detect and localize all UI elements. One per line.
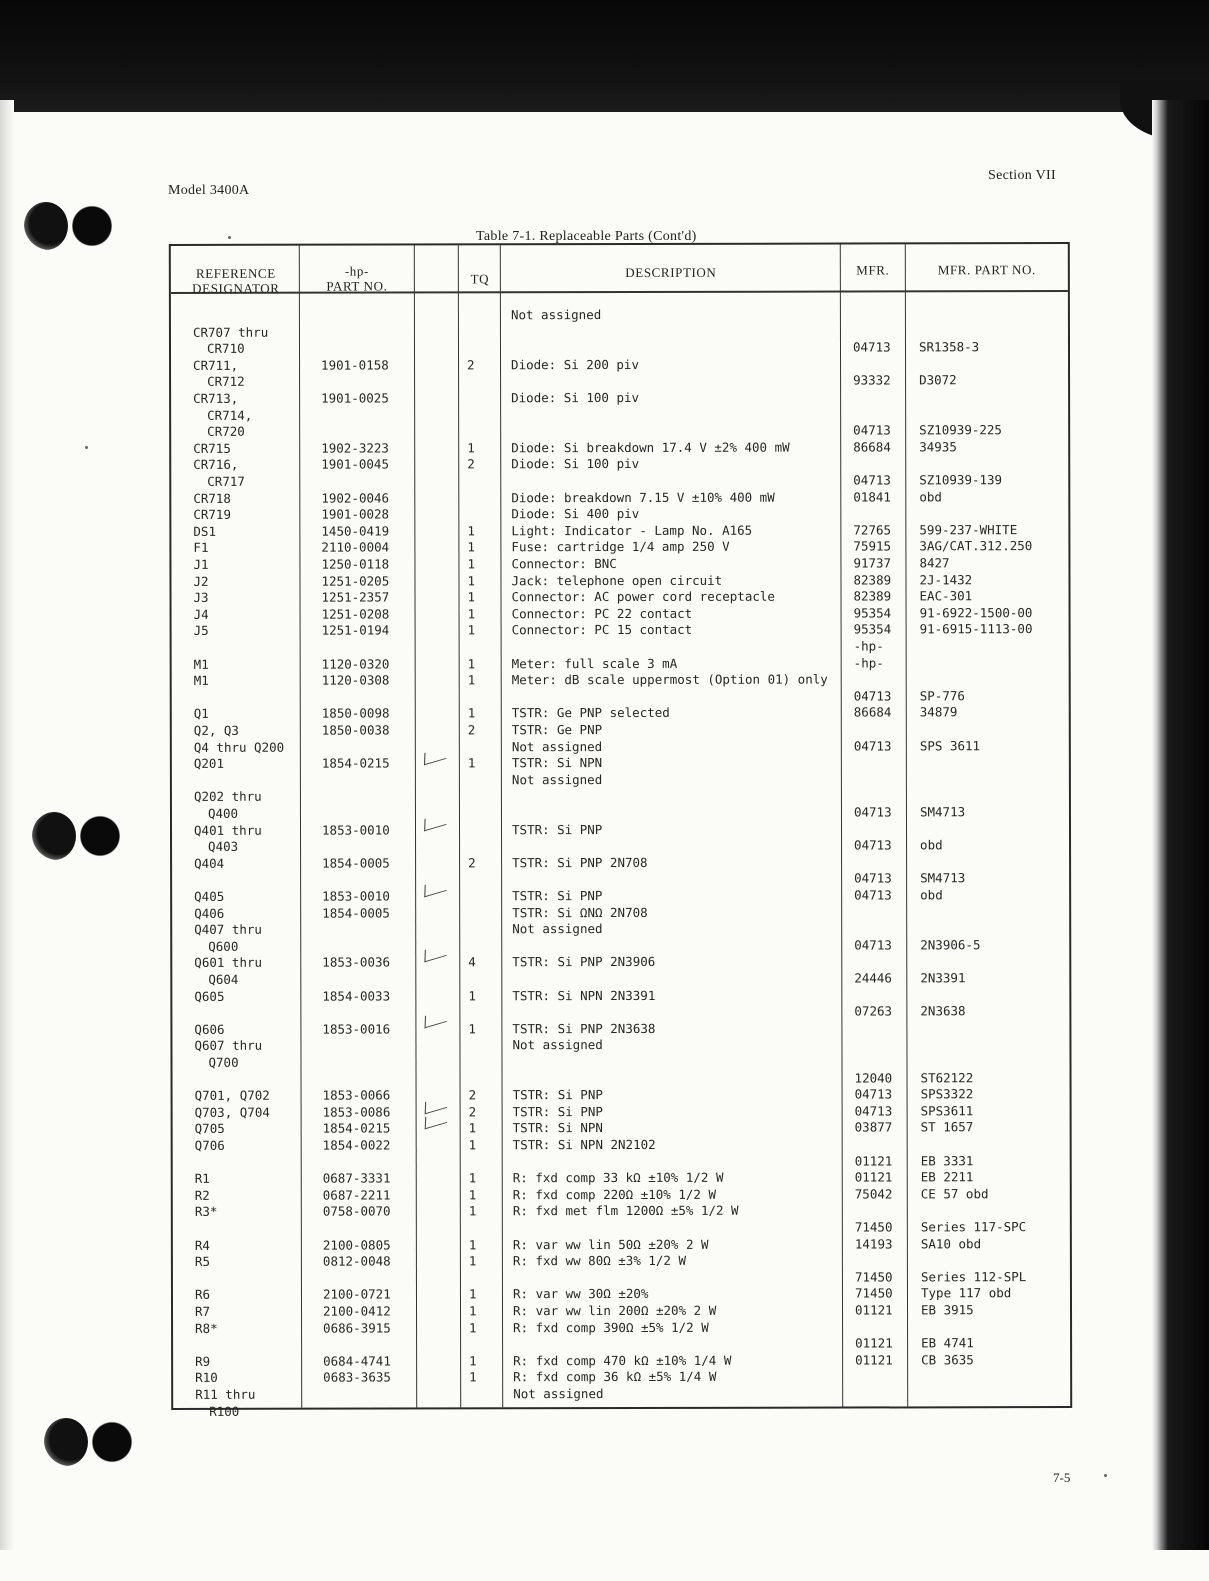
cell-ref: Q703, Q704 [194,1104,270,1120]
cell-desc: TSTR: Si PNP [512,1087,603,1103]
cell-mfr: 01121 [854,1169,893,1185]
cell-part: 1901-0158 [321,357,389,373]
cell-part: 1251-0205 [321,573,390,589]
parts-table [169,242,1072,1419]
binder-hole-bottom [40,1412,136,1472]
cell-ref: Q601 thru [194,955,263,971]
cell-ref: R6 [194,1287,211,1303]
cell-mp: SR1358-3 [918,339,980,355]
cell-desc: Diode: breakdown 7.15 V ±10% 400 mW [511,489,775,505]
table-body [171,244,1074,1419]
cell-ref: J3 [193,590,209,606]
cell-desc: Diode: Si breakdown 17.4 V ±2% 400 mW [511,439,790,456]
cell-desc: Not assigned [513,1386,604,1402]
cell-part: 1902-3223 [321,440,389,456]
cell-mfr: 01121 [855,1335,893,1351]
cell-ref: Q407 thru [194,921,262,938]
cell-mp: 2N3638 [920,1003,966,1019]
model-label: Model 3400A [168,183,250,198]
cell-part: 1901-0045 [321,456,389,473]
cell-tq: 2 [468,1104,477,1120]
cell-ref: Q4 thru Q200 [193,739,285,755]
cell-mfr: -hp- [853,655,884,671]
cell-mp: CE 57 obd [920,1186,989,1202]
cell-mfr: 95354 [853,621,892,637]
cell-part: 1251-0208 [321,606,390,622]
scan-top-shadow [0,0,1209,112]
cell-ref: Q201 [193,756,224,772]
cell-ref: Q701, Q702 [194,1087,270,1104]
cell-tq: 2 [468,855,476,871]
cell-desc: TSTR: Si PNP 2N708 [512,854,648,871]
cell-mfr: 04713 [853,688,892,704]
cell-part: 1250-0118 [321,556,390,572]
cell-desc: TSTR: Si PNP 2N3906 [512,954,656,970]
cell-desc: Connector: PC 22 contact [511,605,693,622]
cell-tq: 1 [467,523,475,539]
cell-ref: R7 [194,1303,211,1319]
cell-mfr: 24446 [854,970,892,986]
cell-mp: obd [919,488,942,504]
scan-speck [85,446,88,449]
cell-mp: SZ10939-139 [919,472,1003,488]
cell-part: 0687-3331 [322,1170,391,1186]
cell-ref: CR713, [193,390,239,406]
cell-ref: R3* [194,1204,218,1220]
cell-ref: Q202 thru [193,789,262,805]
cell-ref: CR719 [193,507,232,523]
col-header-mfr-part: MFR. PART NO. [937,262,1036,278]
cell-mfr: 71450 [854,1269,893,1285]
cell-desc: TSTR: Si PNP [511,821,603,837]
cell-ref: Q406 [194,905,225,921]
cell-part: 1120-0320 [321,656,390,672]
cell-desc: Connector: PC 15 contact [511,622,693,638]
cell-mfr: 01841 [853,489,891,505]
cell-mfr: -hp- [853,638,884,654]
cell-desc: Not assigned [512,921,603,937]
cell-mfr: 75915 [853,538,892,554]
cell-ref: R8* [195,1320,218,1336]
cell-ref: Q401 thru [193,822,262,838]
cell-ref: CR716, [193,457,239,473]
cell-desc: Diode: Si 100 piv [511,456,640,472]
cell-part: 1854-0033 [322,988,391,1004]
cell-tq: 1 [467,556,475,572]
cell-desc: TSTR: Si PNP 2N3638 [512,1020,656,1037]
cell-desc: Connector: BNC [511,556,617,572]
cell-mp: 34935 [919,439,957,455]
cell-tq: 1 [467,589,476,605]
cell-part: 0758-0070 [322,1203,391,1220]
cell-mp: SA10 obd [920,1235,982,1251]
cell-desc: TSTR: Si ΩNΩ 2N708 [512,904,648,920]
scan-speck [1104,1474,1107,1477]
cell-desc: TSTR: Si NPN [511,755,603,771]
scan-right-shadow [1152,100,1209,1550]
cell-ref: Q605 [194,988,225,1004]
cell-desc: TSTR: Si PNP [512,888,603,904]
cell-desc: R: fxd comp 36 kΩ ±5% 1/4 W [513,1369,717,1385]
cell-part: 2100-0721 [322,1286,391,1303]
cell-desc: Diode: Si 400 piv [511,506,640,522]
cell-mp: 2J-1432 [919,571,973,587]
cell-mp: SZ10939-225 [919,422,1002,438]
cell-ref: Q706 [194,1137,225,1153]
cell-mp: EB 3331 [920,1152,974,1168]
cell-mp: Series 117-SPC [920,1219,1027,1235]
cell-tq: 1 [468,1170,477,1186]
cell-mp: SPS 3611 [919,737,981,753]
cell-mp: obd [920,837,943,853]
cell-mfr: 03877 [854,1119,893,1135]
page-number: 7-5 [1053,1470,1071,1485]
cell-mp: 8427 [919,555,950,571]
col-header-reference: REFERENCE DESIGNATOR [192,265,280,296]
cell-ref: Q600 [208,938,239,954]
cell-mp: SPS3611 [920,1103,974,1119]
cell-part: 1853-0010 [322,888,390,904]
cell-mfr: 95354 [853,605,892,621]
cell-mfr: 04713 [854,1103,893,1119]
cell-tq: 1 [467,622,476,638]
cell-ref: R2 [194,1187,210,1203]
cell-part: 1850-0098 [321,705,390,722]
cell-part: 1901-0025 [321,390,389,406]
cell-mp: 2N3906-5 [920,937,981,953]
cell-tq: 1 [468,1021,476,1037]
cell-mp: EB 2211 [920,1169,974,1185]
cell-desc: Fuse: cartridge 1/4 amp 250 V [511,539,730,555]
cell-desc: Diode: Si 200 piv [511,356,639,373]
cell-tq: 2 [468,1087,477,1103]
col-header-mfr: MFR. [856,262,890,278]
cell-ref: R11 thru [195,1386,256,1402]
cell-part: 0687-2211 [322,1187,391,1203]
cell-mp: 599-237-WHITE [919,521,1018,538]
cell-part: 1853-0086 [322,1104,391,1120]
cell-ref: Q607 thru [194,1038,263,1054]
cell-part: 1854-0022 [322,1137,391,1153]
cell-desc: R: var ww 30Ω ±20% [512,1286,649,1302]
cell-tq: 1 [469,1353,477,1369]
binder-hole-middle [28,806,124,866]
binder-hole-top [20,196,116,256]
cell-ref: J5 [193,623,209,639]
cell-desc: R: fxd ww 80Ω ±3% 1/2 W [512,1253,687,1269]
cell-mp: obd [920,887,943,903]
cell-tq: 2 [467,722,476,738]
cell-mp: SP-776 [919,688,965,704]
cell-desc: R: fxd comp 390Ω ±5% 1/2 W [513,1319,709,1335]
cell-desc: TSTR: Si NPN [512,1120,603,1136]
cell-mfr: 82389 [853,588,892,604]
cell-ref: CR710 [206,340,245,357]
scan-speck [228,236,231,239]
cell-ref: Q403 [208,838,239,855]
cell-ref: Q404 [194,855,225,871]
cell-tq: 1 [467,440,475,456]
cell-tq: 1 [467,705,476,721]
cell-ref: Q705 [194,1121,225,1137]
cell-ref: R5 [194,1254,210,1270]
cell-part: 2110-0004 [321,539,390,556]
col-header-description: DESCRIPTION [625,264,717,280]
cell-tq: 1 [468,1303,477,1319]
cell-mfr: 04713 [854,937,892,953]
cell-tq: 1 [468,1137,477,1153]
cell-mfr: 04713 [852,339,891,355]
cell-mp: 2N3391 [920,970,966,986]
cell-desc: R: var ww lin 200Ω ±20% 2 W [512,1302,717,1319]
col-header-hp-part: -hp- PART NO. [326,263,388,294]
cell-desc: Not assigned [510,307,602,323]
cell-ref: Q700 [208,1054,239,1070]
cell-ref: Q1 [193,706,209,722]
cell-part: 1251-0194 [321,622,390,639]
cell-ref: M1 [193,656,209,672]
cell-part: 1853-0036 [322,954,391,971]
cell-mp: EB 3915 [920,1302,974,1318]
cell-ref: CR718 [193,490,231,506]
cell-tq: 4 [468,954,476,970]
cell-tq: 1 [469,1369,477,1385]
cell-ref: CR717 [207,473,245,489]
cell-mfr: 04713 [854,870,892,886]
cell-mfr: 01121 [854,1153,893,1169]
cell-tq: 1 [468,987,476,1003]
cell-ref: R1 [194,1171,210,1187]
cell-mp: SPS3322 [920,1086,974,1102]
cell-ref: Q400 [207,805,239,821]
cell-part: 0684-4741 [323,1353,391,1369]
cell-tq: 1 [467,606,476,622]
cell-ref: F1 [193,540,209,556]
cell-tq: 2 [467,357,475,373]
cell-desc: TSTR: Si PNP [512,1103,603,1120]
cell-mp: 34879 [919,704,958,720]
cell-desc: Meter: dB scale uppermost (Option 01) only [511,671,828,688]
cell-mfr: 04713 [853,422,891,438]
cell-ref: DS1 [193,523,216,539]
cell-part: 1854-0005 [322,855,390,871]
cell-desc: TSTR: Ge PNP selected [511,705,670,721]
cell-ref: CR707 thru [192,324,269,340]
cell-ref: J4 [193,606,209,622]
cell-ref: CR715 [193,440,231,456]
cell-part: 0683-3635 [323,1369,391,1386]
cell-ref: CR711, [193,357,239,373]
cell-part: 1450-0419 [321,523,390,539]
cell-desc: R: fxd comp 220Ω ±10% 1/2 W [512,1186,716,1203]
cell-mfr: 07263 [854,1003,893,1019]
col-header-tq: TQ [470,271,490,287]
cell-part: 0686-3915 [323,1320,391,1336]
scan-left-shadow [0,100,14,1550]
cell-mp: D3072 [919,372,957,388]
cell-desc: R: fxd comp 470 kΩ ±10% 1/4 W [513,1352,732,1369]
cell-ref: Q2, Q3 [193,722,239,738]
cell-ref: J1 [193,556,209,572]
cell-mfr: 82389 [853,572,892,588]
cell-ref: Q604 [208,971,239,987]
cell-desc: Connector: AC power cord receptacle [511,588,775,605]
cell-part: 1853-0016 [322,1021,391,1037]
cell-mfr: 72765 [853,522,892,538]
cell-mfr: 04713 [853,804,892,820]
cell-ref: CR712 [207,374,245,390]
cell-ref: R4 [194,1237,210,1253]
cell-part: 1902-0046 [321,490,390,506]
cell-desc: Jack: telephone open circuit [511,572,723,588]
cell-mfr: 12040 [854,1070,893,1086]
cell-mfr: 01121 [854,1302,893,1318]
cell-mp: EAC-301 [919,588,973,604]
cell-mp: 3AG/CAT.312.250 [919,538,1033,554]
cell-mp: SM4713 [919,804,966,820]
cell-mp: ST62122 [920,1069,974,1085]
cell-ref: M1 [193,673,209,689]
cell-desc: Light: Indicator - Lamp No. A165 [511,522,753,539]
cell-ref: Q606 [194,1021,225,1037]
cell-desc: R: fxd comp 33 kΩ ±10% 1/2 W [512,1169,724,1186]
cell-part: 1251-2357 [321,589,390,605]
cell-mp: Series 112-SPL [920,1268,1027,1285]
cell-part: 2100-0805 [322,1237,391,1253]
cell-mfr: 04713 [853,738,892,754]
cell-mfr: 86684 [853,439,891,455]
cell-tq: 1 [467,572,476,588]
cell-mfr: 04713 [854,1086,893,1102]
cell-mfr: 04713 [853,472,891,488]
cell-tq: 1 [468,1203,477,1219]
cell-part: 1853-0066 [322,1087,391,1103]
cell-ref: CR720 [207,423,245,440]
cell-tq: 1 [467,655,476,671]
cell-tq: 1 [468,1286,477,1302]
cell-desc: Diode: Si 100 piv [511,389,640,406]
cell-part: 1854-0215 [321,755,390,771]
cell-desc: Not assigned [511,738,603,754]
cell-part: 1853-0010 [321,822,390,838]
cell-mfr: 71450 [854,1219,893,1235]
cell-ref: R10 [195,1370,218,1386]
cell-mfr: 14193 [854,1236,893,1252]
cell-desc: TSTR: Ge PNP [511,722,603,738]
cell-mp: 91-6922-1500-00 [919,604,1033,621]
cell-desc: Not assigned [511,771,603,788]
cell-mfr: 91737 [853,555,892,571]
cell-ref: CR714, [207,407,253,423]
cell-mfr: 93332 [853,372,891,388]
cell-ref: Q405 [194,888,225,904]
cell-tq: 1 [467,539,475,555]
cell-mp: CB 3635 [921,1352,974,1368]
cell-part: 1850-0038 [321,722,390,738]
cell-part: 1901-0028 [321,506,390,522]
cell-mp: Type 117 obd [920,1285,1012,1301]
cell-desc: Meter: full scale 3 mA [511,655,678,671]
cell-tq: 2 [467,456,475,472]
cell-part: 1854-0005 [322,905,390,921]
cell-desc: Not assigned [512,1037,603,1053]
cell-mp: EB 4741 [921,1335,974,1351]
cell-mp: ST 1657 [920,1119,974,1135]
cell-tq: 1 [468,1253,477,1269]
cell-tq: 1 [469,1319,477,1335]
cell-part: 2100-0412 [322,1303,391,1319]
cell-ref: R100 [209,1403,240,1419]
cell-ref: R9 [195,1353,211,1369]
cell-tq: 1 [468,1120,477,1136]
cell-desc: TSTR: Si NPN 2N2102 [512,1136,656,1153]
cell-part: 1120-0308 [321,672,390,688]
cell-tq: 1 [468,1187,477,1203]
cell-mfr: 86684 [853,704,892,720]
cell-tq: 1 [468,1236,477,1252]
cell-mfr: 04713 [854,887,892,903]
cell-desc: TSTR: Si NPN 2N3391 [512,987,656,1003]
cell-mfr: 01121 [855,1352,893,1368]
cell-ref: J2 [193,573,209,589]
cell-desc: R: var ww lin 50Ω ±20% 2 W [512,1236,709,1252]
cell-desc: R: fxd met flm 1200Ω ±5% 1/2 W [512,1203,739,1219]
cell-part: 0812-0048 [322,1253,391,1269]
cell-mp: 91-6915-1113-00 [919,621,1033,637]
cell-mfr: 75042 [854,1186,893,1202]
cell-mfr: 04713 [854,837,892,853]
cell-mp: SM4713 [920,870,966,886]
table-caption: Table 7-1. Replaceable Parts (Cont'd) [476,229,697,244]
cell-tq: 1 [467,755,476,771]
cell-tq: 1 [467,672,476,688]
section-label: Section VII [988,168,1056,183]
cell-part: 1854-0215 [322,1120,391,1137]
cell-mfr: 71450 [854,1285,893,1301]
